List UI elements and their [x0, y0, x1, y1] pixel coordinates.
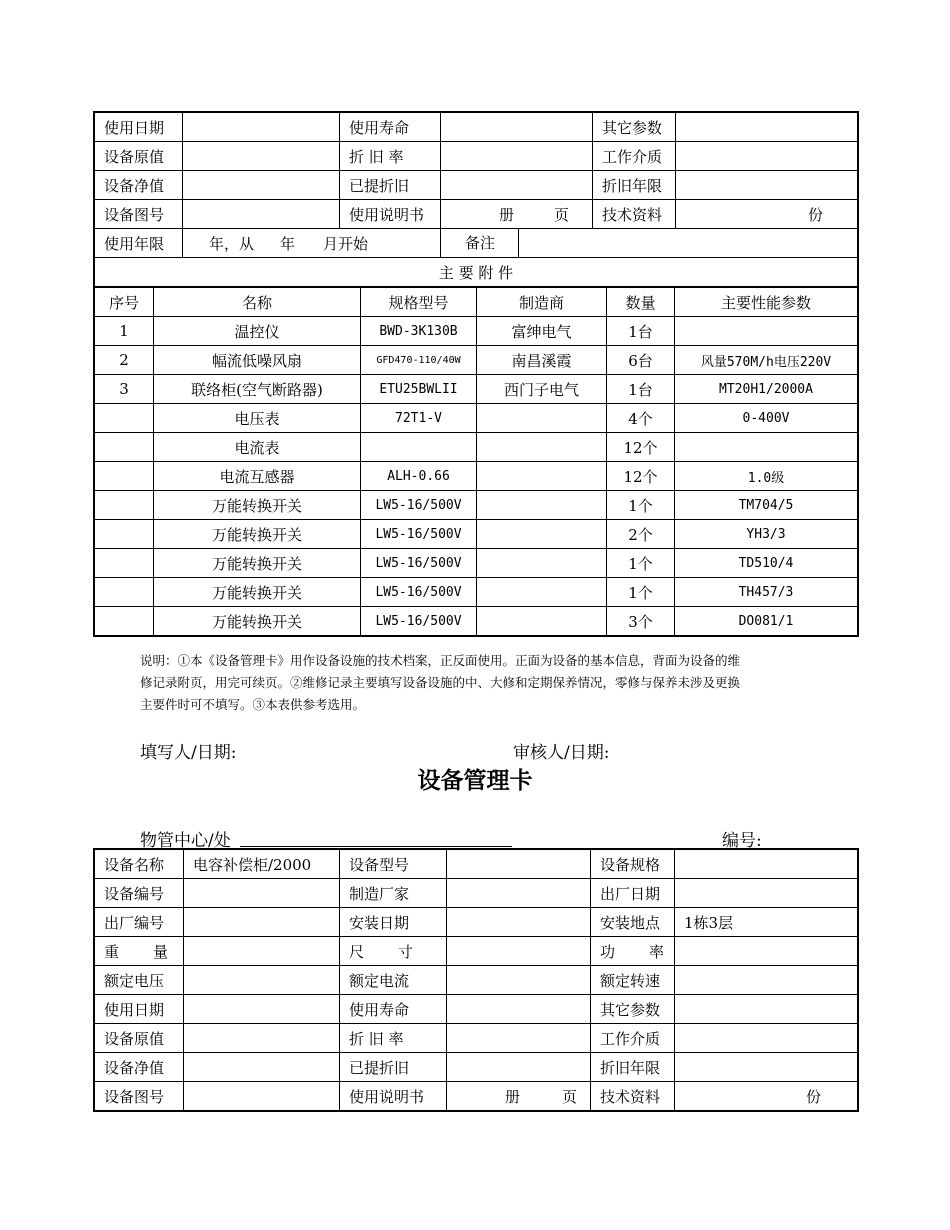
- volume-unit: 册: [499, 205, 515, 224]
- column-header: 序号: [95, 288, 154, 317]
- model-cell[interactable]: LW5-16/500V: [361, 578, 477, 607]
- field-label: 设备净值: [95, 171, 183, 200]
- weight-label-char: 重: [104, 942, 120, 961]
- field-value[interactable]: [675, 879, 858, 908]
- field-value[interactable]: [676, 113, 858, 142]
- field-label: 设备原值: [95, 1024, 184, 1053]
- tech-docs-label: 技术资料: [593, 200, 676, 229]
- field-label: 额定电压: [95, 966, 184, 995]
- name-cell[interactable]: 万能转换开关: [154, 549, 361, 578]
- note-line-2: 修记录附页，用完可续页。②维修记录主要填写设备设施的中、大修和定期保养情况，零修与保养未涉及更换: [140, 675, 741, 690]
- qty-cell[interactable]: 6台: [607, 346, 675, 375]
- page-unit: 页: [562, 1087, 578, 1106]
- note-line-3: 主要件时可不填写。③本表供参考选用。: [140, 697, 366, 712]
- qty-cell[interactable]: 2个: [607, 520, 675, 549]
- years-text-b: 年: [280, 234, 296, 253]
- field-value[interactable]: [441, 142, 593, 171]
- field-value[interactable]: [184, 908, 340, 937]
- maker-cell[interactable]: [477, 549, 607, 578]
- power-value[interactable]: [675, 937, 858, 966]
- seq-cell[interactable]: 2: [95, 346, 154, 375]
- reviewer-date-label: 审核人/日期:: [513, 743, 610, 763]
- field-label: 额定转速: [591, 966, 675, 995]
- field-value[interactable]: [447, 1053, 591, 1082]
- qty-cell[interactable]: 1台: [607, 317, 675, 346]
- field-value[interactable]: [184, 966, 340, 995]
- accessory-row: [95, 520, 858, 549]
- service-years-label: 使用年限: [95, 229, 183, 258]
- name-cell[interactable]: 万能转换开关: [154, 607, 361, 636]
- qty-cell[interactable]: 1台: [607, 375, 675, 404]
- power-label-char: 功: [600, 942, 616, 961]
- maker-cell[interactable]: [477, 491, 607, 520]
- params-cell[interactable]: TM704/5: [675, 491, 858, 520]
- field-label: 折旧年限: [591, 1053, 675, 1082]
- drawing-no-label: 设备图号: [95, 1082, 184, 1111]
- field-label: 设备规格: [591, 850, 675, 879]
- drawing-no-value[interactable]: [183, 200, 340, 229]
- field-value[interactable]: [441, 113, 593, 142]
- accessories-title-row: [95, 258, 858, 287]
- top-drawing-row: [95, 200, 858, 229]
- name-cell[interactable]: 幅流低噪风扇: [154, 346, 361, 375]
- params-cell[interactable]: TD510/4: [675, 549, 858, 578]
- drawing-no-value[interactable]: [184, 1082, 340, 1111]
- field-value[interactable]: [183, 171, 340, 200]
- department-label: 物管中心/处: [140, 831, 231, 851]
- field-value[interactable]: [447, 879, 591, 908]
- field-label: 设备型号: [340, 850, 447, 879]
- maker-cell[interactable]: [477, 520, 607, 549]
- name-cell[interactable]: 万能转换开关: [154, 578, 361, 607]
- equipment-field-row: [95, 937, 858, 966]
- field-value[interactable]: [184, 1024, 340, 1053]
- accessory-row: [95, 578, 858, 607]
- model-cell[interactable]: ETU25BWLII: [361, 375, 477, 404]
- equipment-field-row: [95, 850, 858, 879]
- field-label: 已提折旧: [340, 171, 441, 200]
- size-label: [340, 937, 447, 966]
- field-label: 折 旧 率: [340, 1024, 447, 1053]
- power-label-char: 率: [649, 942, 665, 961]
- params-cell[interactable]: TH457/3: [675, 578, 858, 607]
- maker-cell[interactable]: [477, 607, 607, 636]
- field-label: 使用寿命: [340, 113, 441, 142]
- instructions-note: [140, 650, 820, 716]
- column-header: 名称: [154, 288, 361, 317]
- serial-number-label: 编号:: [722, 831, 762, 851]
- remark-value[interactable]: [519, 229, 857, 257]
- maker-cell[interactable]: 南昌溪霞: [477, 346, 607, 375]
- accessory-row: [95, 549, 858, 578]
- params-cell[interactable]: 0-400V: [675, 404, 858, 433]
- field-value[interactable]: [675, 966, 858, 995]
- name-cell[interactable]: 电压表: [154, 404, 361, 433]
- field-label: 折旧年限: [593, 171, 676, 200]
- weight-value[interactable]: [184, 937, 340, 966]
- name-cell[interactable]: 温控仪: [154, 317, 361, 346]
- params-cell[interactable]: [675, 317, 858, 346]
- size-label-char: 尺: [349, 942, 365, 961]
- field-label: 出厂日期: [591, 879, 675, 908]
- field-value[interactable]: [675, 1024, 858, 1053]
- field-value[interactable]: [676, 171, 858, 200]
- service-years-value[interactable]: [183, 229, 441, 258]
- years-text-a: 年，从: [209, 234, 255, 253]
- accessory-row: [95, 346, 858, 375]
- field-label: 安装日期: [340, 908, 447, 937]
- field-label: 设备原值: [95, 142, 183, 171]
- field-label: 设备名称: [95, 850, 184, 879]
- tech-docs-label: 技术资料: [591, 1082, 675, 1111]
- maker-cell[interactable]: [477, 433, 607, 462]
- qty-cell[interactable]: 1个: [607, 549, 675, 578]
- page-unit: 页: [554, 205, 570, 224]
- equipment-field-row: [95, 1053, 858, 1082]
- column-header: 制造商: [477, 288, 607, 317]
- field-label: 制造厂家: [340, 879, 447, 908]
- field-value[interactable]: [675, 850, 858, 879]
- equipment-field-row: [95, 879, 858, 908]
- maker-cell[interactable]: [477, 404, 607, 433]
- field-value[interactable]: 1栋3层: [675, 908, 858, 937]
- accessory-row: [95, 607, 858, 636]
- name-cell[interactable]: 电流表: [154, 433, 361, 462]
- field-label: 设备编号: [95, 879, 184, 908]
- equipment-field-row: [95, 1024, 858, 1053]
- field-value[interactable]: [447, 966, 591, 995]
- accessories-table: [94, 287, 858, 636]
- field-label: 设备净值: [95, 1053, 184, 1082]
- maker-cell[interactable]: 富绅电气: [477, 317, 607, 346]
- field-label: 其它参数: [593, 113, 676, 142]
- name-cell[interactable]: 万能转换开关: [154, 520, 361, 549]
- weight-label: [95, 937, 184, 966]
- seq-cell[interactable]: [95, 607, 154, 636]
- seq-cell[interactable]: [95, 491, 154, 520]
- field-value[interactable]: [184, 995, 340, 1024]
- column-header: 数量: [607, 288, 675, 317]
- column-header: 主要性能参数: [675, 288, 858, 317]
- field-label: 额定电流: [340, 966, 447, 995]
- top-card-table: [94, 112, 858, 287]
- equipment-field-row: [95, 908, 858, 937]
- accessory-row: [95, 404, 858, 433]
- copies-unit: 份: [805, 1087, 821, 1106]
- maker-cell[interactable]: [477, 578, 607, 607]
- model-cell[interactable]: LW5-16/500V: [361, 549, 477, 578]
- params-cell[interactable]: 1.0级: [675, 462, 858, 491]
- seq-cell[interactable]: [95, 462, 154, 491]
- params-cell[interactable]: 风量570M/h电压220V: [675, 346, 858, 375]
- department-underline: [240, 846, 512, 847]
- accessory-row: [95, 491, 858, 520]
- field-value[interactable]: 电容补偿柜/2000: [184, 850, 340, 879]
- model-cell[interactable]: LW5-16/500V: [361, 607, 477, 636]
- field-label: 其它参数: [591, 995, 675, 1024]
- name-cell[interactable]: 万能转换开关: [154, 491, 361, 520]
- seq-cell[interactable]: 1: [95, 317, 154, 346]
- equipment-card-table: [94, 849, 858, 1111]
- field-value[interactable]: [184, 1053, 340, 1082]
- drawing-no-label: 设备图号: [95, 200, 183, 229]
- field-value[interactable]: [183, 113, 340, 142]
- field-value[interactable]: [441, 171, 593, 200]
- accessory-row: [95, 375, 858, 404]
- note-line-1: 说明：①本《设备管理卡》用作设备设施的技术档案，正反面使用。正面为设备的基本信息，背面为设备的维: [140, 653, 741, 668]
- top-basic-row: [95, 113, 858, 142]
- field-value[interactable]: [184, 879, 340, 908]
- field-value[interactable]: [676, 142, 858, 171]
- maker-cell[interactable]: [477, 462, 607, 491]
- qty-cell[interactable]: 12个: [607, 462, 675, 491]
- field-value[interactable]: [183, 142, 340, 171]
- name-cell[interactable]: 电流互感器: [154, 462, 361, 491]
- model-cell[interactable]: BWD-3K130B: [361, 317, 477, 346]
- field-value[interactable]: [675, 995, 858, 1024]
- column-header: 规格型号: [361, 288, 477, 317]
- params-cell[interactable]: MT20H1/2000A: [675, 375, 858, 404]
- params-cell[interactable]: [675, 433, 858, 462]
- field-label: 工作介质: [593, 142, 676, 171]
- weight-label-char: 量: [153, 942, 169, 961]
- manual-value[interactable]: [447, 1082, 591, 1111]
- seq-cell[interactable]: [95, 520, 154, 549]
- top-years-row: [95, 229, 858, 258]
- manual-label: 使用说明书: [340, 1082, 447, 1111]
- field-label: 工作介质: [591, 1024, 675, 1053]
- tech-docs-value[interactable]: [676, 200, 858, 229]
- model-cell[interactable]: 72T1-V: [361, 404, 477, 433]
- field-value[interactable]: [447, 1024, 591, 1053]
- field-label: 出厂编号: [95, 908, 184, 937]
- copies-unit: 份: [807, 205, 823, 224]
- qty-cell[interactable]: 1个: [607, 491, 675, 520]
- years-text-c: 月开始: [323, 234, 369, 253]
- equipment-field-row: [95, 966, 858, 995]
- accessories-header-row: [95, 288, 858, 317]
- model-cell[interactable]: GFD470-110/40W: [361, 346, 477, 375]
- field-value[interactable]: [447, 995, 591, 1024]
- accessory-row: [95, 317, 858, 346]
- tech-docs-value[interactable]: [675, 1082, 858, 1111]
- model-cell[interactable]: [361, 433, 477, 462]
- field-label: 安装地点: [591, 908, 675, 937]
- remark-cell: [441, 229, 858, 258]
- model-cell[interactable]: ALH-0.66: [361, 462, 477, 491]
- field-value[interactable]: [675, 1053, 858, 1082]
- top-basic-row: [95, 171, 858, 200]
- field-label: 折 旧 率: [340, 142, 441, 171]
- equipment-field-row: [95, 995, 858, 1024]
- power-label: [591, 937, 675, 966]
- card-title: 设备管理卡: [417, 768, 533, 794]
- size-value[interactable]: [447, 937, 591, 966]
- filler-date-label: 填写人/日期:: [140, 743, 237, 763]
- qty-cell[interactable]: 12个: [607, 433, 675, 462]
- volume-unit: 册: [505, 1087, 521, 1106]
- params-cell[interactable]: DO081/1: [675, 607, 858, 636]
- seq-cell[interactable]: [95, 404, 154, 433]
- field-label: 使用寿命: [340, 995, 447, 1024]
- qty-cell[interactable]: 3个: [607, 607, 675, 636]
- seq-cell[interactable]: [95, 578, 154, 607]
- field-value[interactable]: [447, 850, 591, 879]
- accessory-row: [95, 462, 858, 491]
- accessory-row: [95, 433, 858, 462]
- manual-value[interactable]: [441, 200, 593, 229]
- model-cell[interactable]: LW5-16/500V: [361, 520, 477, 549]
- qty-cell[interactable]: 4个: [607, 404, 675, 433]
- seq-cell[interactable]: [95, 433, 154, 462]
- params-cell[interactable]: YH3/3: [675, 520, 858, 549]
- bottom-drawing-row: [95, 1082, 858, 1111]
- size-label-char: 寸: [398, 942, 414, 961]
- field-label: 使用日期: [95, 995, 184, 1024]
- model-cell[interactable]: LW5-16/500V: [361, 491, 477, 520]
- seq-cell[interactable]: [95, 549, 154, 578]
- seq-cell[interactable]: 3: [95, 375, 154, 404]
- manual-label: 使用说明书: [340, 200, 441, 229]
- accessories-section-title: 主 要 附 件: [95, 258, 858, 287]
- top-basic-row: [95, 142, 858, 171]
- maker-cell[interactable]: 西门子电气: [477, 375, 607, 404]
- remark-label: 备注: [441, 229, 519, 257]
- field-value[interactable]: [447, 908, 591, 937]
- name-cell[interactable]: 联络柜(空气断路器): [154, 375, 361, 404]
- field-label: 已提折旧: [340, 1053, 447, 1082]
- field-label: 使用日期: [95, 113, 183, 142]
- qty-cell[interactable]: 1个: [607, 578, 675, 607]
